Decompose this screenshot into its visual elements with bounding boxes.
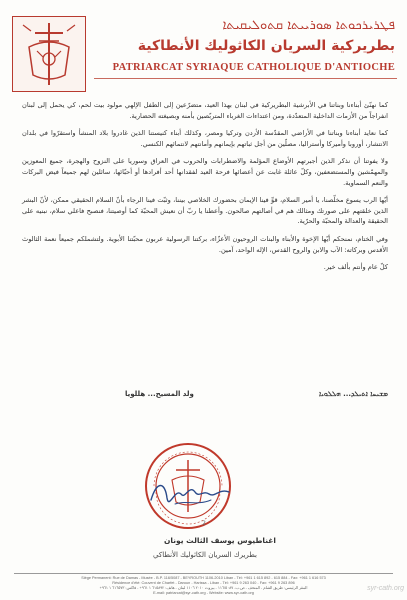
french-title: PATRIARCAT SYRIAQUE CATHOLIQUE D'ANTIOCHE [112, 62, 395, 73]
footer-divider [14, 573, 393, 574]
letterhead [0, 6, 407, 88]
footer-summer-residence: Résidence d'été: Couvent de Charfet - Daroun - Harissa - Liban - Tél: +961 9 263 040 - Fax: +961 9 263 896 [112, 581, 295, 585]
paragraph: ولا يفوتنا أن نذكر الذين أجبرتهم الأوضاع المؤلمة والاضطرابات والحروب في العراق وسوريا على النزوح والهجرة، جميع المعوزين والمهمّشين والمستضعفين، وكلّ عائلة غابت عن أعضائها فرحة العيد لفقدانها أحد أفرادها أو أحبّائها، سائلين لهم جميعاً فيض البركات والنعم السماوية. [22, 157, 388, 187]
handwritten-signature [145, 470, 235, 520]
paragraph: كما نهنّئ أبناءنا وبناتنا في الأبرشية البطريركية في لبنان بهذا العيد، متضرّعين إلى الطفل الإلهي مولود بيت لحم، كي يحمل إلى لبنان انفراجاً من الأزمات الداخلية المتعدّدة، ومن اعتداءات الغرباء المتربّصين بأمنه وبصيغته الحضارية. [22, 101, 388, 120]
footer-address-french: Siège Permanent: Rue de Damas - Musée - B.P. 116/5087 - BEYROUTH 1106-2010 Liban - Tél: +961 1 615 892 - 615 884 - Fax: +961 1 616 573 [81, 576, 326, 580]
signatory-title: بطريرك السريان الكاثوليك الأنطاكي [153, 551, 257, 559]
paragraph: وفي الختام، نمنحكم أيّها الإخوة والأبناء والبنات الروحيون الأعزّاء، بركتنا الرسولية عربون محبّتنا الأبوية. ولتشملكم جميعاً نعمة الثالوث الأقدس وبركاته: الآب والابن والروح القدس، الإله الواحد، آمين. [22, 234, 388, 254]
syriac-title: ܦܛܪܝܪܟܘܬܐ ܣܘܪܝܝܬܐ ܩܬܘܠܝܩܝܬܐ [222, 18, 395, 33]
paragraph: أيّها الرب يسوع مخلّصنا، يا أمير السلام، قوِّ فينا الإيمان بحضورك الخلاصي بيننا، وثبّت فينا الرجاء بأنّ السلام الحقيقي ممكن، لأنّ البشر الذين خلقتهم على صورتك ومثالك هم في أصالتهم صالحون. وأعطنا يا ربّ أن نعيش المحبّة كما أوصيتنا، فنصبح فاعلي سلام، نبنيه على الحقيقة والعدالة والمحبّة والحرّية. [22, 196, 388, 226]
paragraph: كلّ عام وأنتم بألف خير. [323, 263, 388, 272]
closing-arabic: ولد المسيح... هللويا [125, 390, 194, 398]
header-divider [94, 78, 397, 79]
coat-of-arms-icon [13, 17, 85, 91]
signatory-name: اغناطيوس يوسف الثالث يونان [164, 536, 276, 545]
site-watermark: syr-cath.org [367, 585, 404, 592]
footer-contact: E-mail: patriarcat@syr-cath.org - Website: www.syr-cath.org [153, 591, 254, 595]
arabic-title: بطريركية السريان الكاثوليك الأنطاكية [137, 38, 395, 54]
closing-syriac: ܡܫܝܚܐ ܐܬܝܠܕ... ܗܠܠܘܝܐ [319, 390, 388, 398]
letter-body [22, 100, 388, 280]
footer-address-arabic: المقر الرئيسي: طريق الشام - المتحف - ص.ب. ١١٦/٥٠٨٧ - بيروت ٢٠١٠ ١١٠٦ لبنان - هاتف: ٦١٥٨٩٢ ١ ٩٦١+ - فاكس: ٦١٦٥٧٣ ١ ٩٦١+ [99, 586, 308, 590]
patriarchate-logo [12, 16, 86, 92]
paragraph: كما نعايد أبناءنا وبناتنا في الأراضي المقدّسة الأردن وتركيا ومصر، وكذلك أبناء كنيستنا الذين غادروا بلاد المنشأ واستقرّوا في بلدان الانتشار، أوروبا وأميركا وأستراليا، مصلّين من أجل ثباتهم بإيمانهم وأمانتهم لانتمائهم الكنسي. [22, 129, 388, 148]
page-number: 2 [202, 520, 206, 527]
